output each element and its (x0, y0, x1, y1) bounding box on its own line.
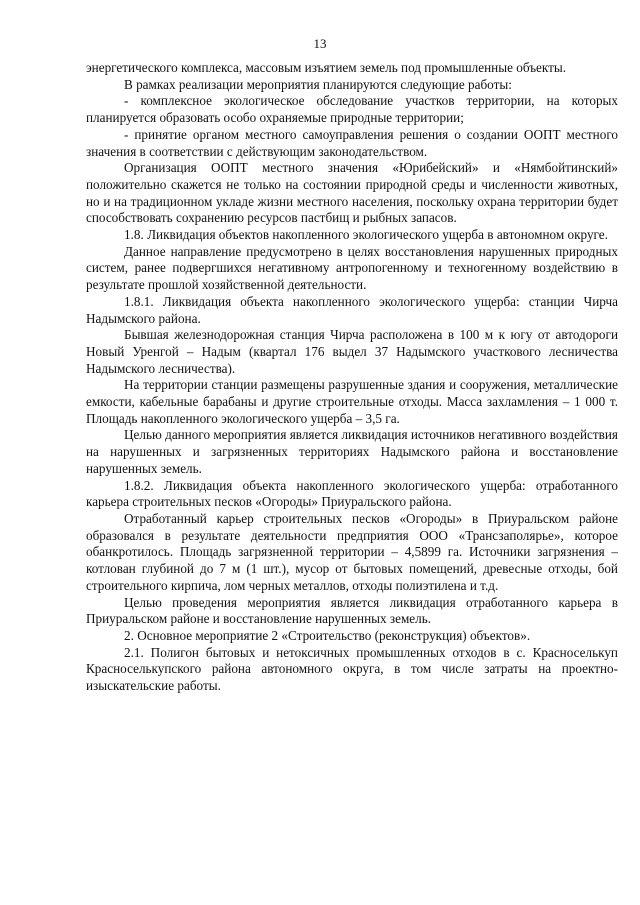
paragraph-ogorody-quarry: Отработанный карьер строительных песков «Огороды» в Приуральском районе образовался в результате деятельности предприятия ООО «Трансзаполярье», которое обанкротилось. Площадь загрязненной территории – 4,5899 га. Источники загрязнения – котлован глубиной до 7 м (1 шт.), мусор от бытовых помещений, древесные отходы, бой строительного кирпича, лом черных металлов, отходы полиэтилена и т.д. (86, 510, 618, 593)
list-item-survey: - комплексное экологическое обследование участков территории, на которых планируется образовать особо охраняемые природные территории; (86, 93, 618, 126)
paragraph-direction-purpose: Данное направление предусмотрено в целях восстановления нарушенных природных систем, ранее подвергшихся негативному антропогенному и техногенному воздействию в результате прошлой хозяйственной деятельности. (86, 243, 618, 293)
section-heading-2-1: 2.1. Полигон бытовых и нетоксичных промышленных отходов в с. Красноселькуп Красноселькупского района автономного округа, в том числе затраты на проектно-изыскательские работы. (86, 644, 618, 694)
section-heading-1-8-2: 1.8.2. Ликвидация объекта накопленного экологического ущерба: отработанного карьера строительных песков «Огороды» Приуральского района. (86, 477, 618, 510)
paragraph-chircha-goal: Целью данного мероприятия является ликвидация источников негативного воздействия на нарушенных и загрязненных территориях Надымского района и восстановление нарушенных земель. (86, 427, 618, 476)
paragraph-chircha-location: Бывшая железнодорожная станция Чирча расположена в 100 м к югу от автодороги Новый Уренгой – Надым (квартал 176 выдел 37 Надымского участкового лесничества Надымского лесничества). (86, 327, 618, 376)
section-heading-2: 2. Основное мероприятие 2 «Строительство (реконструкция) объектов». (124, 627, 531, 643)
page-number: 13 (313, 36, 327, 51)
section-heading-1-8-1: 1.8.1. Ликвидация объекта накопленного экологического ущерба: станции Чирча Надымского района. (86, 293, 618, 326)
paragraph-continuation: энергетического комплекса, массовым изъятием земель под промышленные объекты. (86, 60, 567, 75)
paragraph-oopt-organization: Организация ООПТ местного значения «Юрибейский» и «Нямбойтинский» положительно скажется не только на состоянии природной среды и численности животных, но и на традиционном укладе жизни местного населения, поскольку охрана территории будет способствовать сохранению ресурсов пастбищ и рыбных запасов. (86, 160, 618, 226)
document-body (86, 60, 618, 695)
paragraph-planned-works-intro: В рамках реализации мероприятия планируются следующие работы: (124, 76, 512, 92)
paragraph-chircha-territory: На территории станции размещены разрушенные здания и сооружения, металлические емкости, кабельные барабаны и другие строительные отходы. Масса захламления – 1 000 т. Площадь накопленного экологического ущерба – 3,5 га. (86, 377, 618, 426)
paragraph-ogorody-goal: Целью проведения мероприятия является ликвидация отработанного карьера в Приуральском районе и восстановление нарушенных земель. (86, 594, 618, 627)
section-heading-1-8: 1.8. Ликвидация объектов накопленного экологического ущерба в автономном округе. (124, 227, 608, 243)
list-item-decision: - принятие органом местного самоуправления решения о создании ООПТ местного значения в соответствии с действующим законодательством. (86, 126, 618, 159)
